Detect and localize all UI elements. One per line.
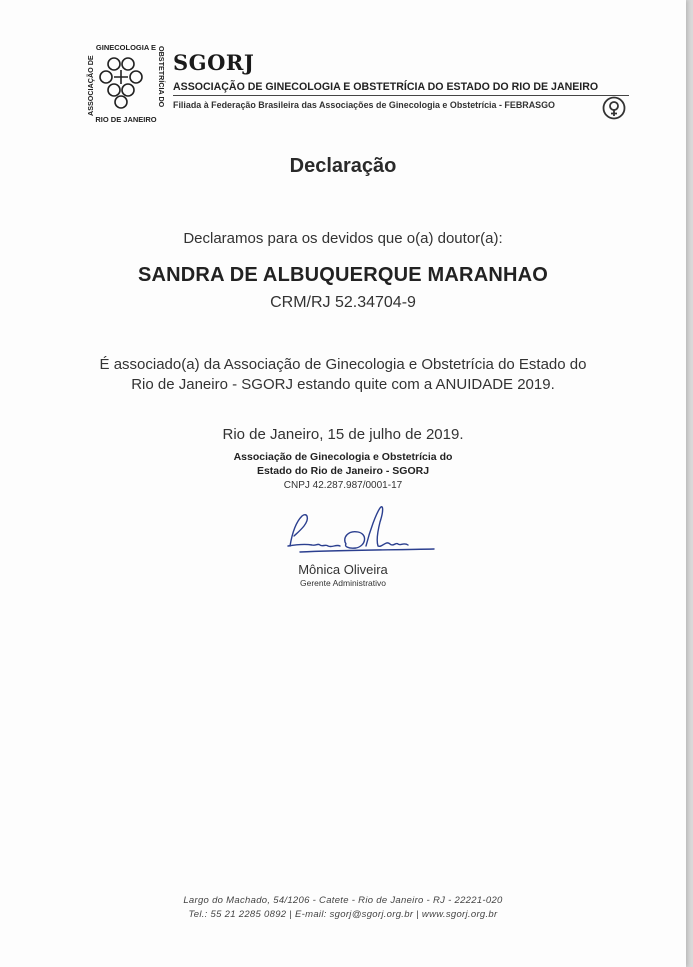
logo-text-left: ASSOCIAÇÃO DE	[86, 55, 95, 116]
header-divider	[173, 95, 629, 96]
sgorj-logo	[84, 40, 168, 126]
document-title: Declaração	[289, 155, 397, 177]
doctor-name: SANDRA DE ALBUQUERQUE MARANHAO	[137, 264, 549, 286]
brand-title: SGORJ	[173, 50, 255, 75]
footer-contact: Tel.: 55 21 2285 0892 | E-mail: sgorj@sgorj.org.br | www.sgorj.org.br	[188, 909, 498, 920]
logo-text-bottom: RIO DE JANEIRO	[95, 115, 157, 124]
issuer-cnpj: CNPJ 42.287.987/0001-17	[283, 480, 403, 491]
body-text-line-1: É associado(a) da Associação de Ginecologia e Obstetrícia do Estado do	[99, 356, 587, 373]
issuer-org-line-1: Associação de Ginecologia e Obstetrícia do	[233, 451, 453, 463]
febrasgo-icon	[602, 96, 626, 120]
logo-rings-icon	[100, 58, 142, 108]
crm-number: CRM/RJ 52.34704-9	[270, 294, 416, 311]
signer-role: Gerente Administrativo	[300, 578, 386, 588]
logo-text-right: OBSTETRÍCIA DO	[157, 46, 166, 108]
issuer-org-line-2: Estado do Rio de Janeiro - SGORJ	[256, 465, 430, 477]
footer-address: Largo do Machado, 54/1206 - Catete - Rio de Janeiro - RJ - 22221-020	[183, 895, 503, 906]
date-line: Rio de Janeiro, 15 de julho de 2019.	[222, 426, 464, 443]
brand-affiliation: Filiada à Federação Brasileira das Associações de Ginecologia e Obstetrícia - FEBRASGO	[173, 100, 555, 111]
brand-full-name: ASSOCIAÇÃO DE GINECOLOGIA E OBSTETRÍCIA DO ESTADO DO RIO DE JANEIRO	[173, 81, 599, 93]
handwritten-signature	[280, 500, 440, 566]
signer-name: Mônica Oliveira	[298, 562, 388, 577]
logo-text-top: GINECOLOGIA E	[95, 43, 157, 52]
intro-text: Declaramos para os devidos que o(a) doutor(a):	[183, 230, 503, 247]
body-text-line-2: Rio de Janeiro - SGORJ estando quite com a ANUIDADE 2019.	[131, 376, 555, 393]
